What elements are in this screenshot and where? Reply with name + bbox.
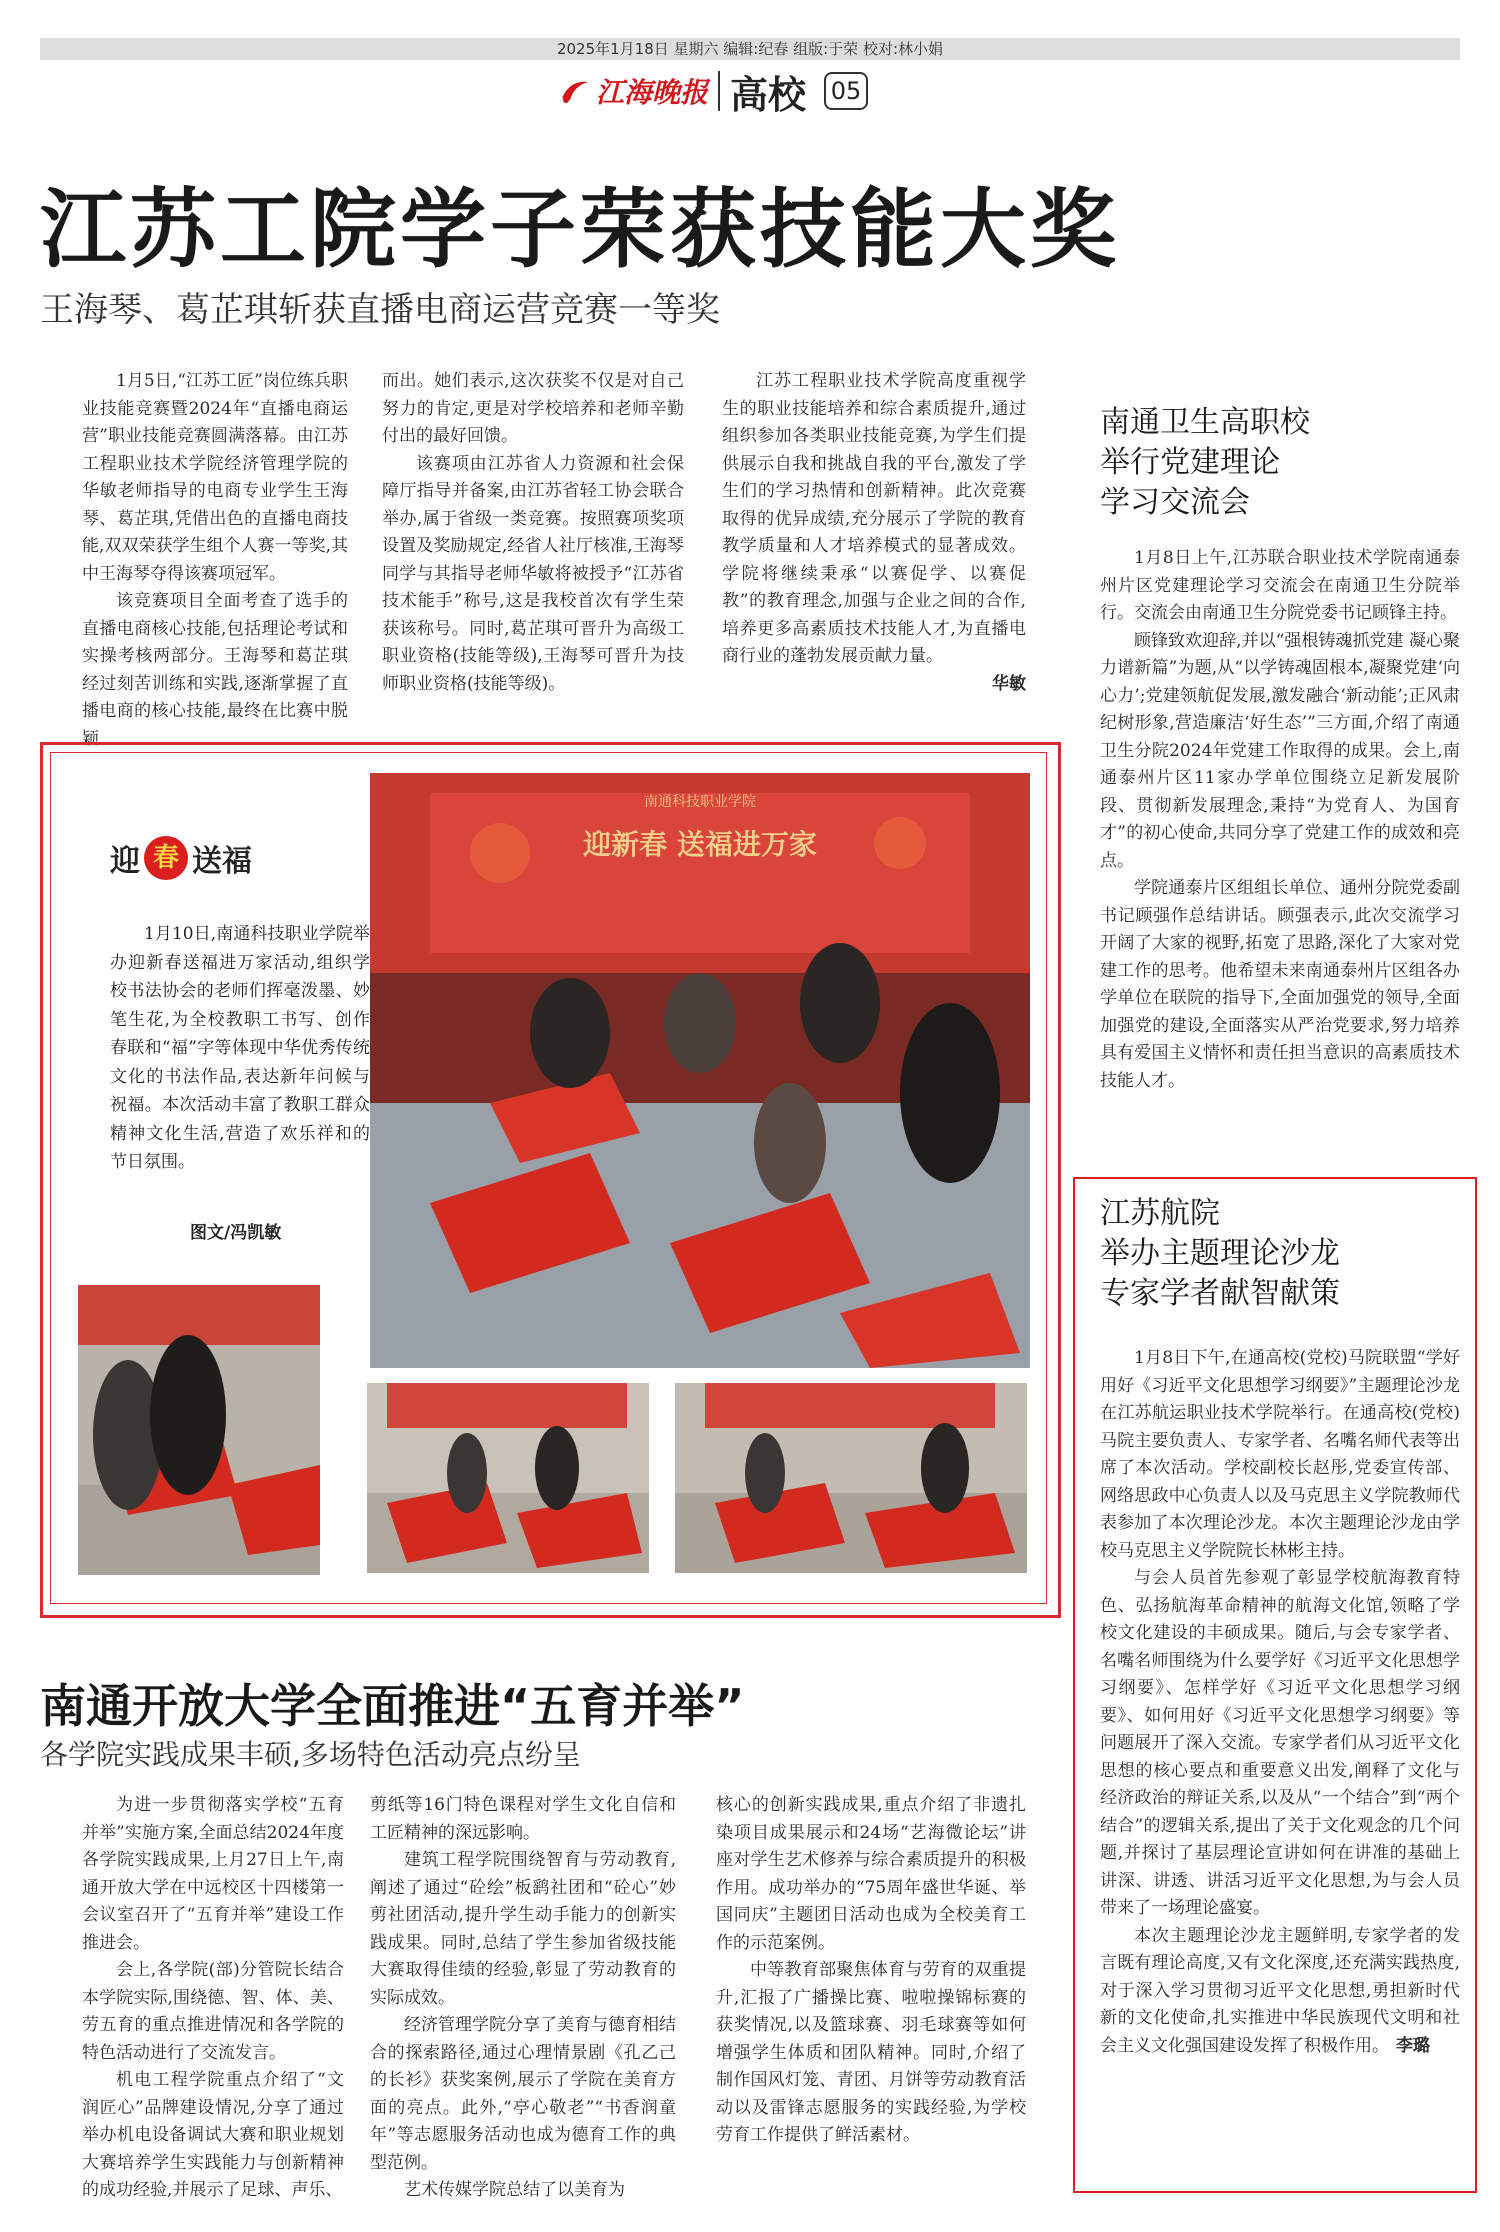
spring-badge: 春 xyxy=(144,836,188,880)
paragraph: 建筑工程学院围绕智育与劳动教育,阐述了通过“砼绘”板鹞社团和“砼心”妙剪社团活动,提升学生动手能力的创新实践成果。同时,总结了学生参加省级技能大赛取得佳绩的经验,彰显了劳动教育的实际成效。 xyxy=(370,1850,676,2008)
paragraph: 中等教育部聚焦体育与劳育的双重提升,汇报了广播操比赛、啦啦操锦标赛的获奖情况,以及篮球赛、羽毛球赛等如何增强学生体质和团队精神。同时,介绍了制作国风灯笼、青团、月饼等劳动教育活动以及雷锋志愿服务的实践经验,为学校劳育工作提供了鲜活素材。 xyxy=(716,1960,1026,2145)
main-event-photo xyxy=(370,773,1030,1368)
paragraph: 艺术传媒学院总结了以美育为 xyxy=(404,2180,625,2200)
paragraph: 顾锋致欢迎辞,并以“强根铸魂抓党建 凝心聚力谱新篇”为题,从“以学铸魂固根本,凝聚党建‘向心力’;党建领航促发展,激发融合‘新动能’;正风肃纪树形象,营造廉洁‘好生态’”三方面,介绍了南通卫生分院2024年党建工作取得的成果。会上,南通泰州片区11家办学单位围绕立足新发展阶段、贯彻新发展理念,秉持“为党育人、为国育才”的初心使命,共同分享了党建工作的成效和亮点。 xyxy=(1100,630,1460,871)
photo-hall-wide xyxy=(367,1383,649,1573)
title-line: 南通卫生高职校 xyxy=(1100,405,1310,440)
lead-author: 华敏 xyxy=(992,673,1026,694)
lead-headline: 江苏工院学子荣获技能大奖 xyxy=(40,180,1120,280)
banner-text: 迎新春 送福进万家 xyxy=(583,828,817,861)
lead-column-3 xyxy=(722,368,1026,698)
title-line: 举行党建理论 xyxy=(1100,445,1280,480)
sec2-column-2 xyxy=(370,1792,676,2205)
paragraph: 江苏工程职业技术学院高度重视学生的职业技能培养和综合素质提升,通过组织参加各类职业技能竞赛,为学生们提供展示自我和挑战自我的平台,激发了学生们的学习热情和创新精神。此次竞赛取得的优异成绩,充分展示了学院的教育教学质量和人才培养模式的显著成效。学院将继续秉承“以赛促学、以赛促教”的教育理念,加强与企业之间的合作,培养更多高素质技术技能人才,为直播电商行业的蓬勃发展贡献力量。 xyxy=(722,371,1026,666)
title-part: 迎 xyxy=(110,844,140,879)
paragraph: 经济管理学院分享了美育与德育相结合的探索路径,通过心理情景剧《孔乙己的长衫》获奖案例,展示了学院在美育方面的亮点。此外,“亭心敬老”“书香润童年”等志愿服务活动也成为德育工作的典型范例。 xyxy=(370,2015,676,2173)
masthead xyxy=(560,66,868,116)
title-line: 举办主题理论沙龙 xyxy=(1100,1236,1340,1271)
side2-body xyxy=(1100,1345,1460,2061)
side1-title xyxy=(1100,403,1460,523)
page-number: 05 xyxy=(824,72,868,110)
paragraph: 剪纸等16门特色课程对学生文化自信和工匠精神的深远影响。 xyxy=(370,1795,676,1843)
logo-mark-icon xyxy=(560,78,590,104)
paragraph: 1月5日,“江苏工匠”岗位练兵职业技能竞赛暨2024年“直播电商运营”职业技能竞赛圆满落幕。由江苏工程职业技术学院经济管理学院的华敏老师指导的电商专业学生王海琴、葛芷琪,凭借出色的直播电商技能,双双荣获学生组个人赛一等奖,其中王海琴夺得该赛项冠军。 xyxy=(82,371,348,584)
paragraph: 学院通泰片区组组长单位、通州分院党委副书记顾强作总结讲话。顾强表示,此次交流学习开阔了大家的视野,拓宽了思路,深化了大家对党建工作的思考。他希望未来南通泰州片区组各办学单位在联院的指导下,全面加强党的领导,全面加强党的建设,全面落实从严治党要求,努力培养具有爱国主义情怀和责任担当意识的高素质技术技能人才。 xyxy=(1100,878,1460,1091)
lead-column-1 xyxy=(82,368,348,753)
dateline-bar: 2025年1月18日 星期六 编辑:纪春 组版:于荣 校对:林小娟 xyxy=(40,38,1460,60)
photo-illustration xyxy=(675,1383,1027,1573)
newspaper-logo xyxy=(560,71,708,111)
side2-author: 李璐 xyxy=(1396,2036,1430,2056)
paragraph: 为进一步贯彻落实学校“五育并举”实施方案,全面总结2024年度各学院实践成果,上月27日上午,南通开放大学在中远校区十四楼第一会议室召开了“五育并举”建设工作推进会。 xyxy=(82,1795,344,1953)
paragraph: 本次主题理论沙龙主题鲜明,专家学者的发言既有理论高度,又有文化深度,还充满实践热度,对于深入学习贯彻习近平文化思想,勇担新时代新的文化使命,扎实推进中华民族现代文明和社会主义文化强国建设发挥了积极作用。 xyxy=(1100,1925,1460,2056)
title-line: 专家学者献智献策 xyxy=(1100,1276,1340,1311)
sec2-column-1 xyxy=(82,1792,344,2205)
paragraph: 核心的创新实践成果,重点介绍了非遗扎染项目成果展示和24场“艺海微论坛”讲座对学生艺术修养与综合素质提升的积极作用。成功举办的“75周年盛世华诞、举国同庆”主题团日活动也成为全校美育工作的示范案例。 xyxy=(716,1795,1026,1953)
paragraph: 会上,各学院(部)分管院长结合本学院实际,围绕德、智、体、美、劳五育的重点推进情况和各学院的特色活动进行了交流发言。 xyxy=(82,1960,344,2063)
title-part: 送福 xyxy=(192,844,252,879)
paragraph: 与会人员首先参观了彰显学校航海教育特色、弘扬航海革命精神的航海文化馆,领略了学校文化建设的丰硕成果。随后,与会专家学者、名嘴名师围绕为什么要学好《习近平文化思想学习纲要》、怎样学好《习近平文化思想学习纲要》、如何用好《习近平文化思想学习纲要》等问题展开了深入交流。专家学者们从习近平文化思想的核心要点和重要意义出发,阐释了文化与经济政治的辩证关系,以及从“一个结合”到“两个结合”的逻辑关系,提出了关于文化观念的几个问题,并探讨了基层理论宣讲如何在讲准的基础上讲深、讲透、讲活习近平文化思想,为与会人员带来了一场理论盛宴。 xyxy=(1100,1568,1460,1918)
paragraph: 该竞赛项目全面考查了选手的直播电商核心技能,包括理论考试和实操考核两部分。王海琴和葛芷琪经过刻苦训练和实践,逐渐掌握了直播电商的核心技能,最终在比赛中脱颖 xyxy=(82,591,348,749)
photo-credit: 图文/冯凯敏 xyxy=(190,1223,282,1243)
section-name: 高校 xyxy=(730,71,807,117)
paragraph: 而出。她们表示,这次获奖不仅是对自己努力的肯定,更是对学校培养和老师辛勤付出的最好回馈。 xyxy=(382,371,684,446)
photo-two-men xyxy=(78,1285,320,1575)
photo-feature-title xyxy=(110,836,252,880)
sec2-headline: 南通开放大学全面推进“五育并举” xyxy=(40,1679,745,1733)
photo-illustration xyxy=(367,1383,649,1573)
photo-hall-table xyxy=(675,1383,1027,1573)
title-line: 学习交流会 xyxy=(1100,485,1250,520)
sec2-subheadline: 各学院实践成果丰硕,多场特色活动亮点纷呈 xyxy=(40,1738,581,1771)
banner-organization: 南通科技职业学院 xyxy=(644,794,756,810)
title-line: 江苏航院 xyxy=(1100,1196,1220,1231)
paragraph: 1月8日下午,在通高校(党校)马院联盟“学好用好《习近平文化思想学习纲要》”主题理论沙龙在江苏航运职业技术学院举行。在通高校(党校)马院主要负责人、专家学者、名嘴名师代表等出席了本次活动。学校副校长赵彤,党委宣传部、网络思政中心负责人以及马克思主义学院教师代表参加了本次理论沙龙。本次主题理论沙龙由学校马克思主义学院院长林彬主持。 xyxy=(1100,1348,1460,1561)
paragraph: 该赛项由江苏省人力资源和社会保障厅指导并备案,由江苏省轻工协会联合举办,属于省级一类竞赛。按照赛项奖项设置及奖励规定,经省人社厅核准,王海琴同学与其指导老师华敏将被授予“江苏省技术能手”称号,这是我校首次有学生荣获该称号。同时,葛芷琪可晋升为高级工职业资格(技能等级),王海琴可晋升为技师职业资格(技能等级)。 xyxy=(382,453,684,694)
photo-feature-text: 1月10日,南通科技职业学院举办迎新春送福进万家活动,组织学校书法协会的老师们挥毫泼墨、妙笔生花,为全校教职工书写、创作春联和“福”字等体现中华优秀传统文化的书法作品,表达新年问候与祝福。本次活动丰富了教职工群众精神文化生活,营造了欢乐祥和的节日氛围。 xyxy=(110,924,370,1172)
paragraph: 机电工程学院重点介绍了“文润匠心”品牌建设情况,分享了通过举办机电设备调试大赛和职业规划大赛培养学生实践能力与创新精神的成功经验,并展示了足球、声乐、 xyxy=(82,2070,344,2200)
brand-name: 江海晚报 xyxy=(596,76,709,109)
lead-subheadline: 王海琴、葛芷琪斩获直播电商运营竞赛一等奖 xyxy=(40,290,720,330)
side2-title xyxy=(1100,1194,1460,1314)
masthead-divider xyxy=(718,71,720,111)
paragraph: 1月8日上午,江苏联合职业技术学院南通泰州片区党建理论学习交流会在南通卫生分院举行。交流会由南通卫生分院党委书记顾锋主持。 xyxy=(1100,548,1460,623)
sec2-column-3 xyxy=(716,1792,1026,2150)
lead-column-2 xyxy=(382,368,684,698)
photo-illustration xyxy=(78,1285,320,1575)
side1-body xyxy=(1100,545,1460,1095)
